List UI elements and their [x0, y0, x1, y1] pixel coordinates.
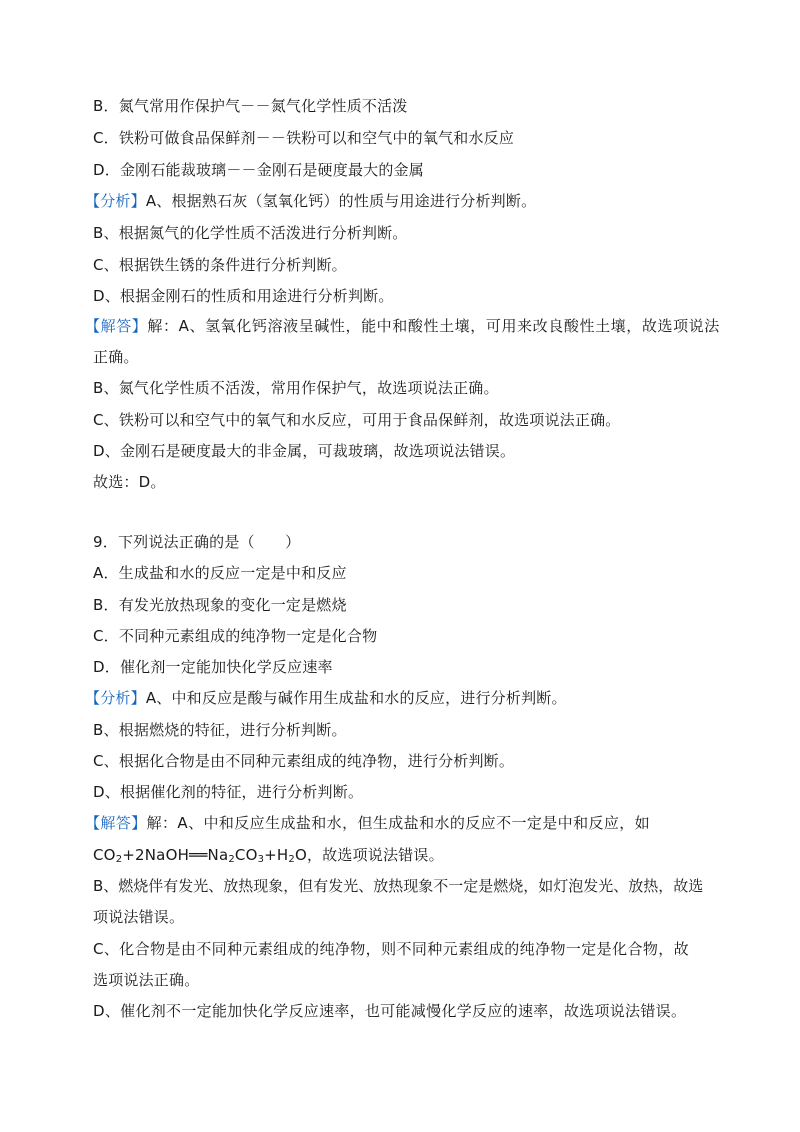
- answer-tag: 【解答】: [85, 814, 147, 832]
- q8-answer-choice: 故选：D。: [93, 473, 166, 491]
- q9-question: 9．下列说法正确的是（ ）: [93, 533, 301, 551]
- q8-answer-c: C、铁粉可以和空气中的氧气和水反应，可用于食品保鲜剂，故选项说法正确。: [93, 411, 621, 429]
- q8-analysis-line-a: [85, 191, 536, 211]
- q9-analysis-a-text: A、中和反应是酸与碱作用生成盐和水的反应，进行分析判断。: [145, 689, 567, 707]
- q8-option-c: C．铁粉可做食品保鲜剂－－铁粉可以和空气中的氧气和水反应: [93, 129, 515, 147]
- q9-option-d: D．催化剂一定能加快化学反应速率: [93, 658, 333, 676]
- q9-analysis-c: C、根据化合物是由不同种元素组成的纯净物，进行分析判断。: [93, 752, 515, 770]
- formula-o: O: [294, 846, 307, 864]
- subscript: 2: [228, 854, 235, 865]
- q8-answer-line-a1: [85, 316, 720, 336]
- analysis-tag: 【分析】: [85, 192, 146, 210]
- q8-option-d: D．金刚石能裁玻璃－－金刚石是硬度最大的金属: [93, 161, 424, 179]
- q9-answer-line-a1: [85, 813, 650, 833]
- formula-co3: CO: [234, 846, 258, 864]
- q9-answer-equation: [93, 845, 444, 865]
- q9-option-a: A．生成盐和水的反应一定是中和反应: [93, 564, 347, 582]
- q8-answer-a2: 正确。: [93, 348, 139, 366]
- q9-option-c: C．不同种元素组成的纯净物一定是化合物: [93, 627, 378, 645]
- q9-answer-c1: C、化合物是由不同种元素组成的纯净物，则不同种元素组成的纯净物一定是化合物，故: [93, 940, 690, 958]
- q8-answer-a1-text: 解：A、氢氧化钙溶液呈碱性，能中和酸性土壤，可用来改良酸性土壤，故选项说法: [147, 317, 720, 335]
- q9-option-b: B．有发光放热现象的变化一定是燃烧: [93, 596, 347, 614]
- formula-h: +H: [264, 846, 289, 864]
- q8-analysis-c: C、根据铁生锈的条件进行分析判断。: [93, 256, 347, 274]
- q9-analysis-line-a: [85, 688, 567, 708]
- formula-co2: $CO_2$: [93, 846, 123, 865]
- subscript: 3: [257, 854, 265, 865]
- analysis-tag: 【分析】: [85, 689, 146, 707]
- q9-answer-c2: 选项说法正确。: [93, 971, 200, 989]
- q9-analysis-d: D、根据催化剂的特征，进行分析判断。: [93, 783, 364, 801]
- q8-answer-b: B、氮气化学性质不活泼，常用作保护气，故选项说法正确。: [93, 379, 499, 397]
- formula-naoh: +2NaOH══Na: [122, 846, 229, 864]
- q8-answer-d: D、金刚石是硬度最大的非金属，可裁玻璃，故选项说法错误。: [93, 442, 516, 460]
- q9-answer-b1: B、燃烧伴有发光、放热现象，但有发光、放热现象不一定是燃烧，如灯泡发光、放热，故选: [93, 877, 704, 895]
- q8-option-b: B．氮气常用作保护气－－氮气化学性质不活泼: [93, 97, 408, 115]
- q8-analysis-a-text: A、根据熟石灰（氢氧化钙）的性质与用途进行分析判断。: [145, 192, 537, 210]
- answer-tag: 【解答】: [85, 317, 148, 335]
- subscript: 2: [288, 854, 295, 865]
- q9-answer-b2: 项说法错误。: [93, 908, 185, 926]
- q9-analysis-b: B、根据燃烧的特征，进行分析判断。: [93, 721, 347, 739]
- equation-tail: ，故选项说法错误。: [306, 846, 444, 864]
- q9-answer-d: D、催化剂不一定能加快化学反应速率，也可能减慢化学反应的速率，故选项说法错误。: [93, 1002, 687, 1020]
- q8-analysis-d: D、根据金刚石的性质和用途进行分析判断。: [93, 287, 394, 305]
- q8-analysis-b: B、根据氮气的化学性质不活泼进行分析判断。: [93, 224, 408, 242]
- q9-answer-a1-text: 解：A、中和反应生成盐和水，但生成盐和水的反应不一定是中和反应，如: [146, 814, 651, 832]
